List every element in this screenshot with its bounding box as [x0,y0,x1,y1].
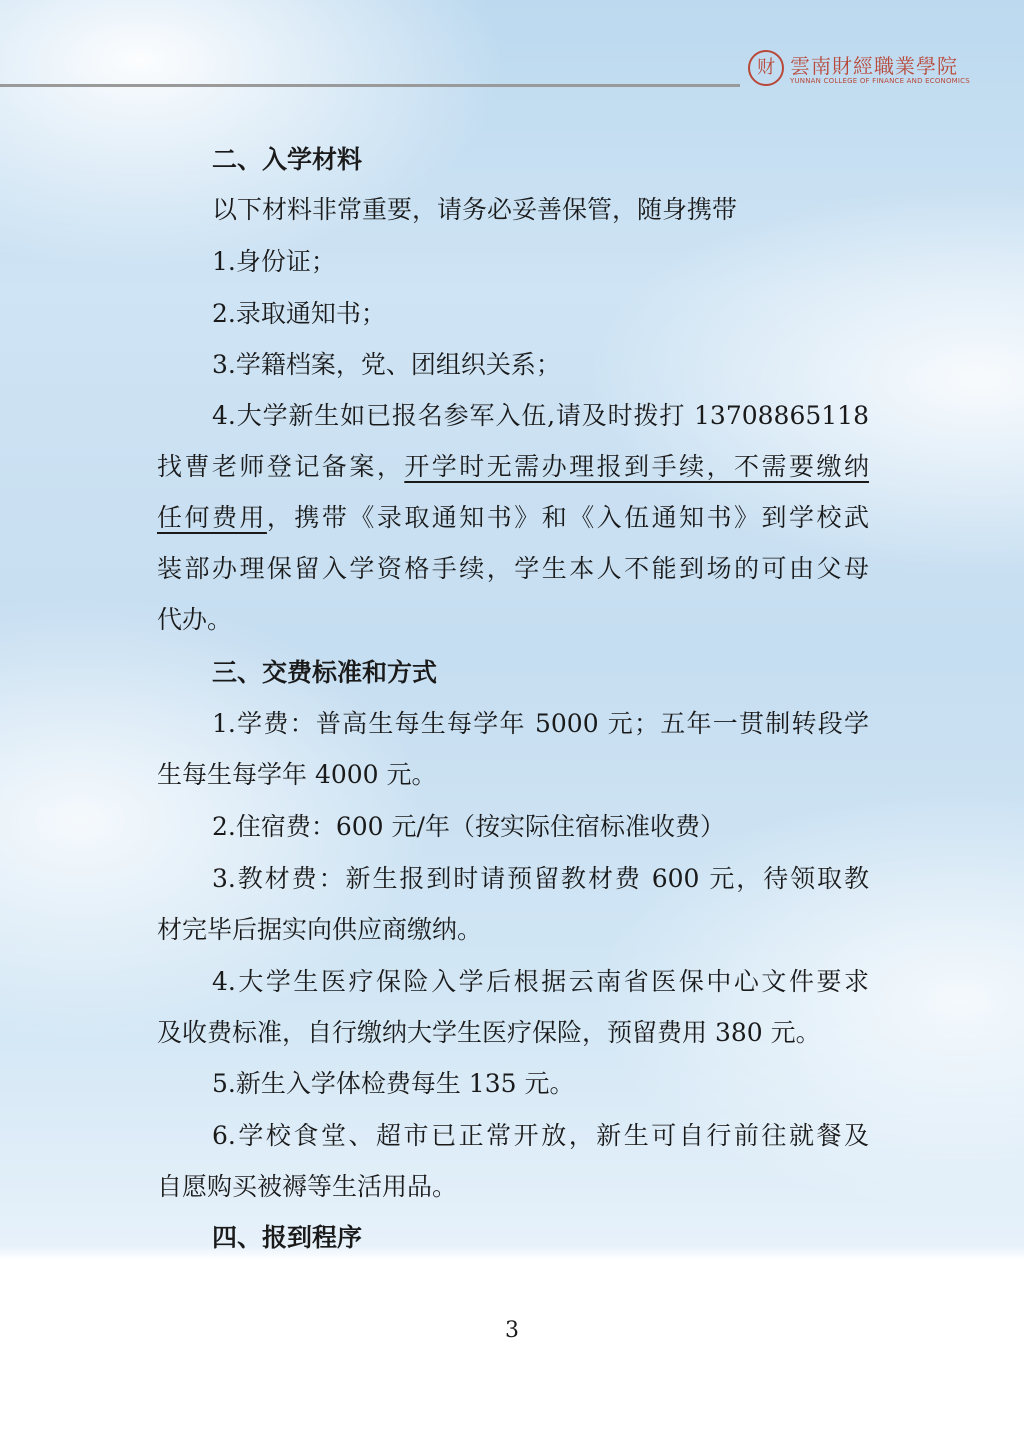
list-item: 2.住宿费：600 元/年（按实际住宿标准收费） [212,812,725,841]
underlined-text: 开学时无需办理报到手续，不需要缴纳 [404,452,869,481]
list-item: 3.学籍档案，党、团组织关系； [212,350,561,379]
seal-icon: 财 [748,50,784,86]
text-run: 找曹老师登记备案， [157,452,405,481]
list-item-line: 材完毕后据实向供应商缴纳。 [157,915,483,944]
list-item-line [157,492,869,543]
list-item: 3.教材费：新生报到时请预留教材费 600 元，待领取教 [212,864,869,893]
list-item: 4.大学新生如已报名参军入伍,请及时拨打 13708865118 [212,401,869,430]
list-item: 4.大学生医疗保险入学后根据云南省医保中心文件要求 [212,967,869,996]
header-divider [0,84,740,87]
list-item-line: 及收费标准，自行缴纳大学生医疗保险，预留费用 380 元。 [157,1018,821,1047]
underlined-text: 任何费用 [157,503,267,532]
list-item: 1.学费：普高生每生每学年 5000 元；五年一贯制转段学 [212,709,869,738]
list-item-line: 代办。 [157,605,233,634]
list-item-line: 装部办理保留入学资格手续，学生本人不能到场的可由父母 [157,554,869,583]
logo-english-name: YUNNAN COLLEGE OF FINANCE AND ECONOMICS [790,77,970,85]
text-run: ，携带《录取通知书》和《入伍通知书》到学校武 [266,503,869,532]
page-bottom-margin [0,1262,1024,1448]
list-item: 2.录取通知书； [212,299,386,328]
list-item: 6.学校食堂、超市已正常开放，新生可自行前往就餐及 [212,1121,869,1150]
list-item: 5.新生入学体检费每生 135 元。 [212,1069,575,1098]
list-item-line [157,441,869,492]
logo-chinese-name: 雲南財經職業學院 [790,54,958,78]
college-logo [748,48,968,90]
paragraph: 以下材料非常重要，请务必妥善保管，随身携带 [212,195,738,224]
page-number: 3 [505,1318,519,1343]
section-heading-fees: 三、交费标准和方式 [212,658,438,687]
list-item-line: 生每生每学年 4000 元。 [157,760,437,789]
list-item: 1.身份证； [212,247,336,276]
list-item-line: 自愿购买被褥等生活用品。 [157,1172,458,1201]
section-heading-procedure: 四、报到程序 [212,1223,363,1252]
section-heading-materials: 二、入学材料 [212,145,363,174]
